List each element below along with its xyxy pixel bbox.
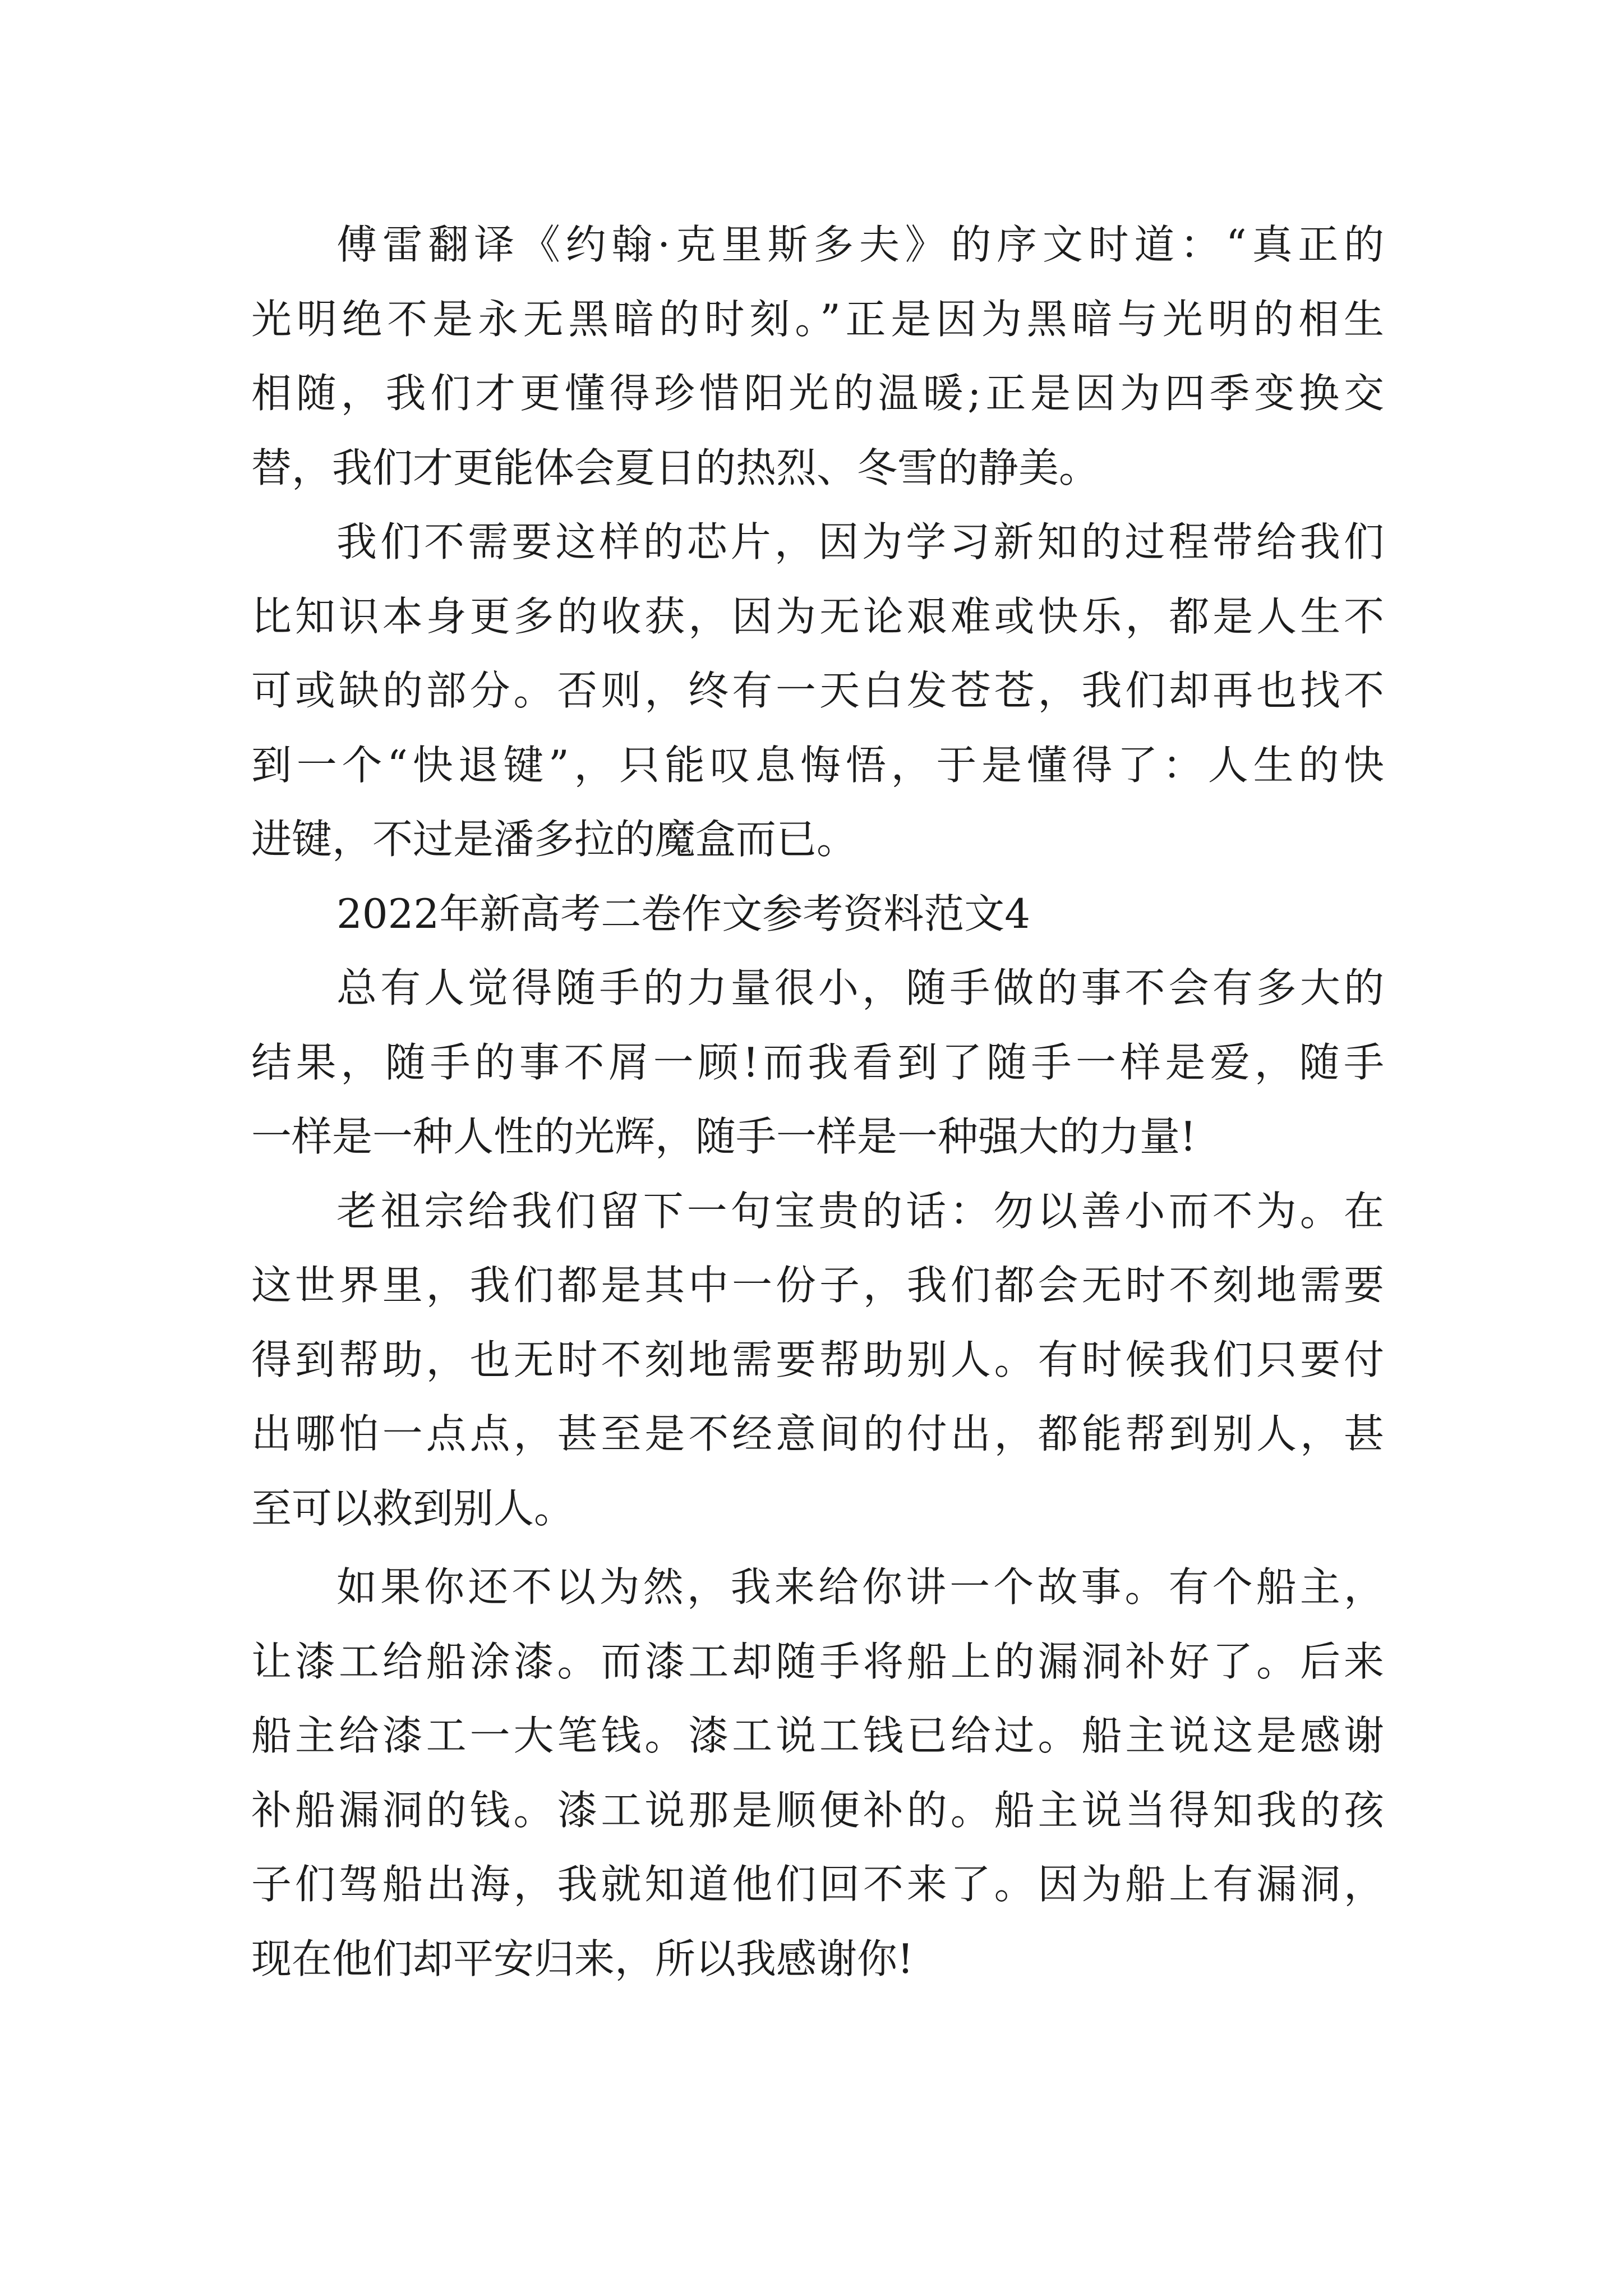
heading-text: 2022年新高考二卷作文参考资料范文4 bbox=[336, 890, 1031, 937]
paragraph-line: 船主给漆工一大笔钱。漆工说工钱已给过。船主说这是感谢 bbox=[251, 1712, 1384, 1759]
paragraph-line: 现在他们却平安归来，所以我感谢你! bbox=[251, 1935, 914, 1982]
paragraph-line: 老祖宗给我们留下一句宝贵的话：勿以善小而不为。在 bbox=[336, 1187, 1384, 1235]
paragraph-line: 出哪怕一点点，甚至是不经意间的付出，都能帮到别人，甚 bbox=[251, 1410, 1384, 1457]
paragraph-line: 如果你还不以为然，我来给你讲一个故事。有个船主， bbox=[336, 1563, 1384, 1611]
paragraph bbox=[251, 505, 1384, 877]
article-body bbox=[251, 208, 1384, 1996]
paragraph-line: 子们驾船出海，我就知道他们回不来了。因为船上有漏洞， bbox=[251, 1861, 1384, 1908]
paragraph-line: 让漆工给船涂漆。而漆工却随手将船上的漏洞补好了。后来 bbox=[251, 1637, 1384, 1685]
paragraph-line: 总有人觉得随手的力量很小，随手做的事不会有多大的 bbox=[336, 964, 1384, 1011]
paragraph-line: 到一个“快退键”，只能叹息悔悟，于是懂得了：人生的快 bbox=[251, 741, 1384, 789]
paragraph-line: 进键，不过是潘多拉的魔盒而已。 bbox=[251, 816, 857, 863]
paragraph-line: 一样是一种人性的光辉，随手一样是一种强大的力量! bbox=[251, 1113, 1196, 1160]
paragraph-line: 光明绝不是永无黑暗的时刻。”正是因为黑暗与光明的相生 bbox=[251, 295, 1384, 343]
section-heading bbox=[251, 877, 1384, 951]
paragraph-line: 我们不需要这样的芯片，因为学习新知的过程带给我们 bbox=[336, 518, 1384, 565]
paragraph-line: 至可以救到别人。 bbox=[251, 1484, 575, 1532]
paragraph-line: 替，我们才更能体会夏日的热烈、冬雪的静美。 bbox=[251, 444, 1100, 491]
paragraph-line: 补船漏洞的钱。漆工说那是顺便补的。船主说当得知我的孩 bbox=[251, 1786, 1384, 1834]
paragraph-line: 可或缺的部分。否则，终有一天白发苍苍，我们却再也找不 bbox=[251, 667, 1384, 714]
paragraph bbox=[251, 208, 1384, 505]
paragraph bbox=[251, 951, 1384, 1174]
paragraph bbox=[251, 1550, 1384, 1996]
paragraph-line: 比知识本身更多的收获，因为无论艰难或快乐，都是人生不 bbox=[251, 592, 1384, 640]
paragraph-line: 结果，随手的事不屑一顾!而我看到了随手一样是爱，随手 bbox=[251, 1038, 1384, 1086]
paragraph-line: 得到帮助，也无时不刻地需要帮助别人。有时候我们只要付 bbox=[251, 1336, 1384, 1383]
paragraph-line: 这世界里，我们都是其中一份子，我们都会无时不刻地需要 bbox=[251, 1262, 1384, 1309]
paragraph-line: 相随，我们才更懂得珍惜阳光的温暖;正是因为四季变换交 bbox=[251, 370, 1384, 417]
paragraph bbox=[251, 1174, 1384, 1546]
paragraph-line: 傅雷翻译《约翰·克里斯多夫》的序文时道：“真正的 bbox=[336, 221, 1384, 268]
paragraph-gap bbox=[251, 1545, 1384, 1550]
